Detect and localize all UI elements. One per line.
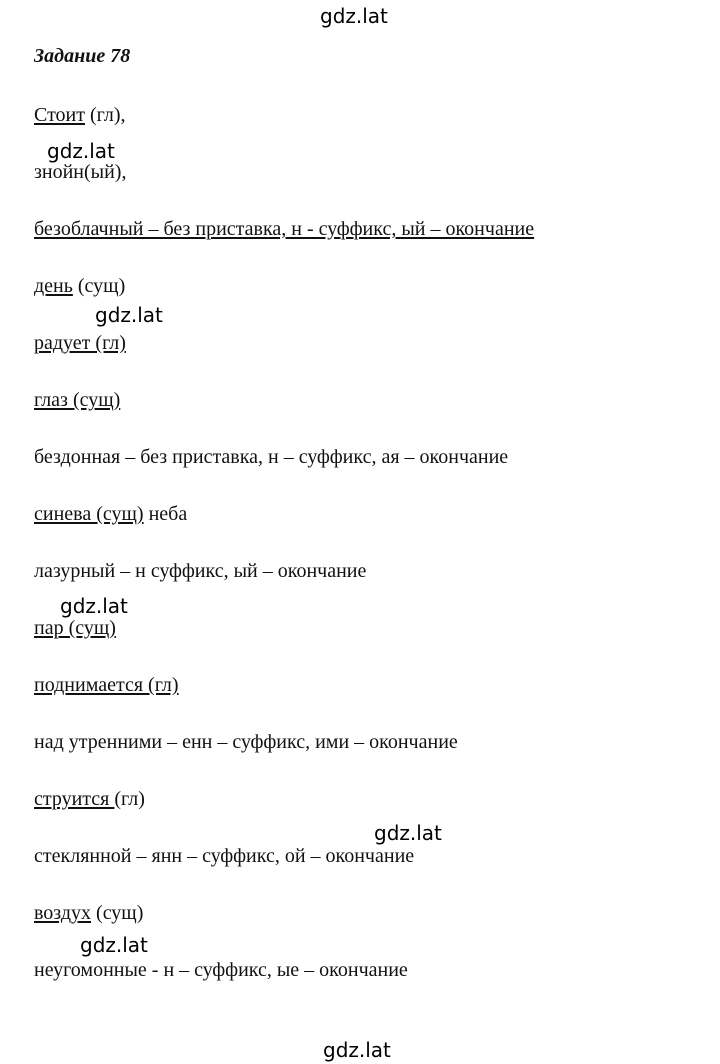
line-6: глаз (сущ) [34, 389, 121, 411]
line-13-rest: (гл) [114, 788, 145, 810]
word-struitsya: струится [34, 788, 115, 810]
line-8-rest: неба [143, 503, 188, 525]
line-4-rest: (сущ) [72, 275, 126, 297]
line-8 [34, 504, 187, 524]
line-14: стеклянной – янн – суффикс, ой – окончание [34, 845, 415, 867]
line-1 [34, 105, 126, 125]
watermark-2: gdz.lat [95, 303, 163, 327]
watermark-1: gdz.lat [47, 139, 115, 163]
watermark-4: gdz.lat [374, 821, 442, 845]
watermark-top: gdz.lat [320, 4, 388, 28]
word-stoit: Стоит [34, 104, 85, 126]
line-16: неугомонные - н – суффикс, ые – окончание [34, 959, 408, 981]
line-5: радует (гл) [34, 332, 126, 354]
word-vozduh: воздух [34, 902, 92, 924]
line-11: поднимается (гл) [34, 674, 179, 696]
line-15-rest: (сущ) [91, 902, 144, 924]
line-4 [34, 276, 125, 296]
line-9: лазурный – н суффикс, ый – окончание [34, 560, 367, 582]
word-sineva: синева (сущ) [34, 503, 144, 525]
line-2: знойн(ый), [34, 161, 127, 183]
task-title: Задание 78 [34, 45, 131, 67]
line-13 [34, 789, 145, 809]
line-12: над утренними – енн – суффикс, ими – окончание [34, 731, 458, 753]
watermark-3: gdz.lat [60, 594, 128, 618]
word-den: день [34, 275, 73, 297]
line-7: бездонная – без приставка, н – суффикс, ая – окончание [34, 446, 509, 468]
watermark-bottom: gdz.lat [323, 1038, 391, 1062]
line-15 [34, 903, 143, 923]
line-10: пар (сущ) [34, 617, 116, 639]
line-3: безоблачный – без приставка, н - суффикс, ый – окончание [34, 218, 535, 240]
line-1-rest: (гл), [85, 104, 126, 126]
watermark-5: gdz.lat [80, 933, 148, 957]
